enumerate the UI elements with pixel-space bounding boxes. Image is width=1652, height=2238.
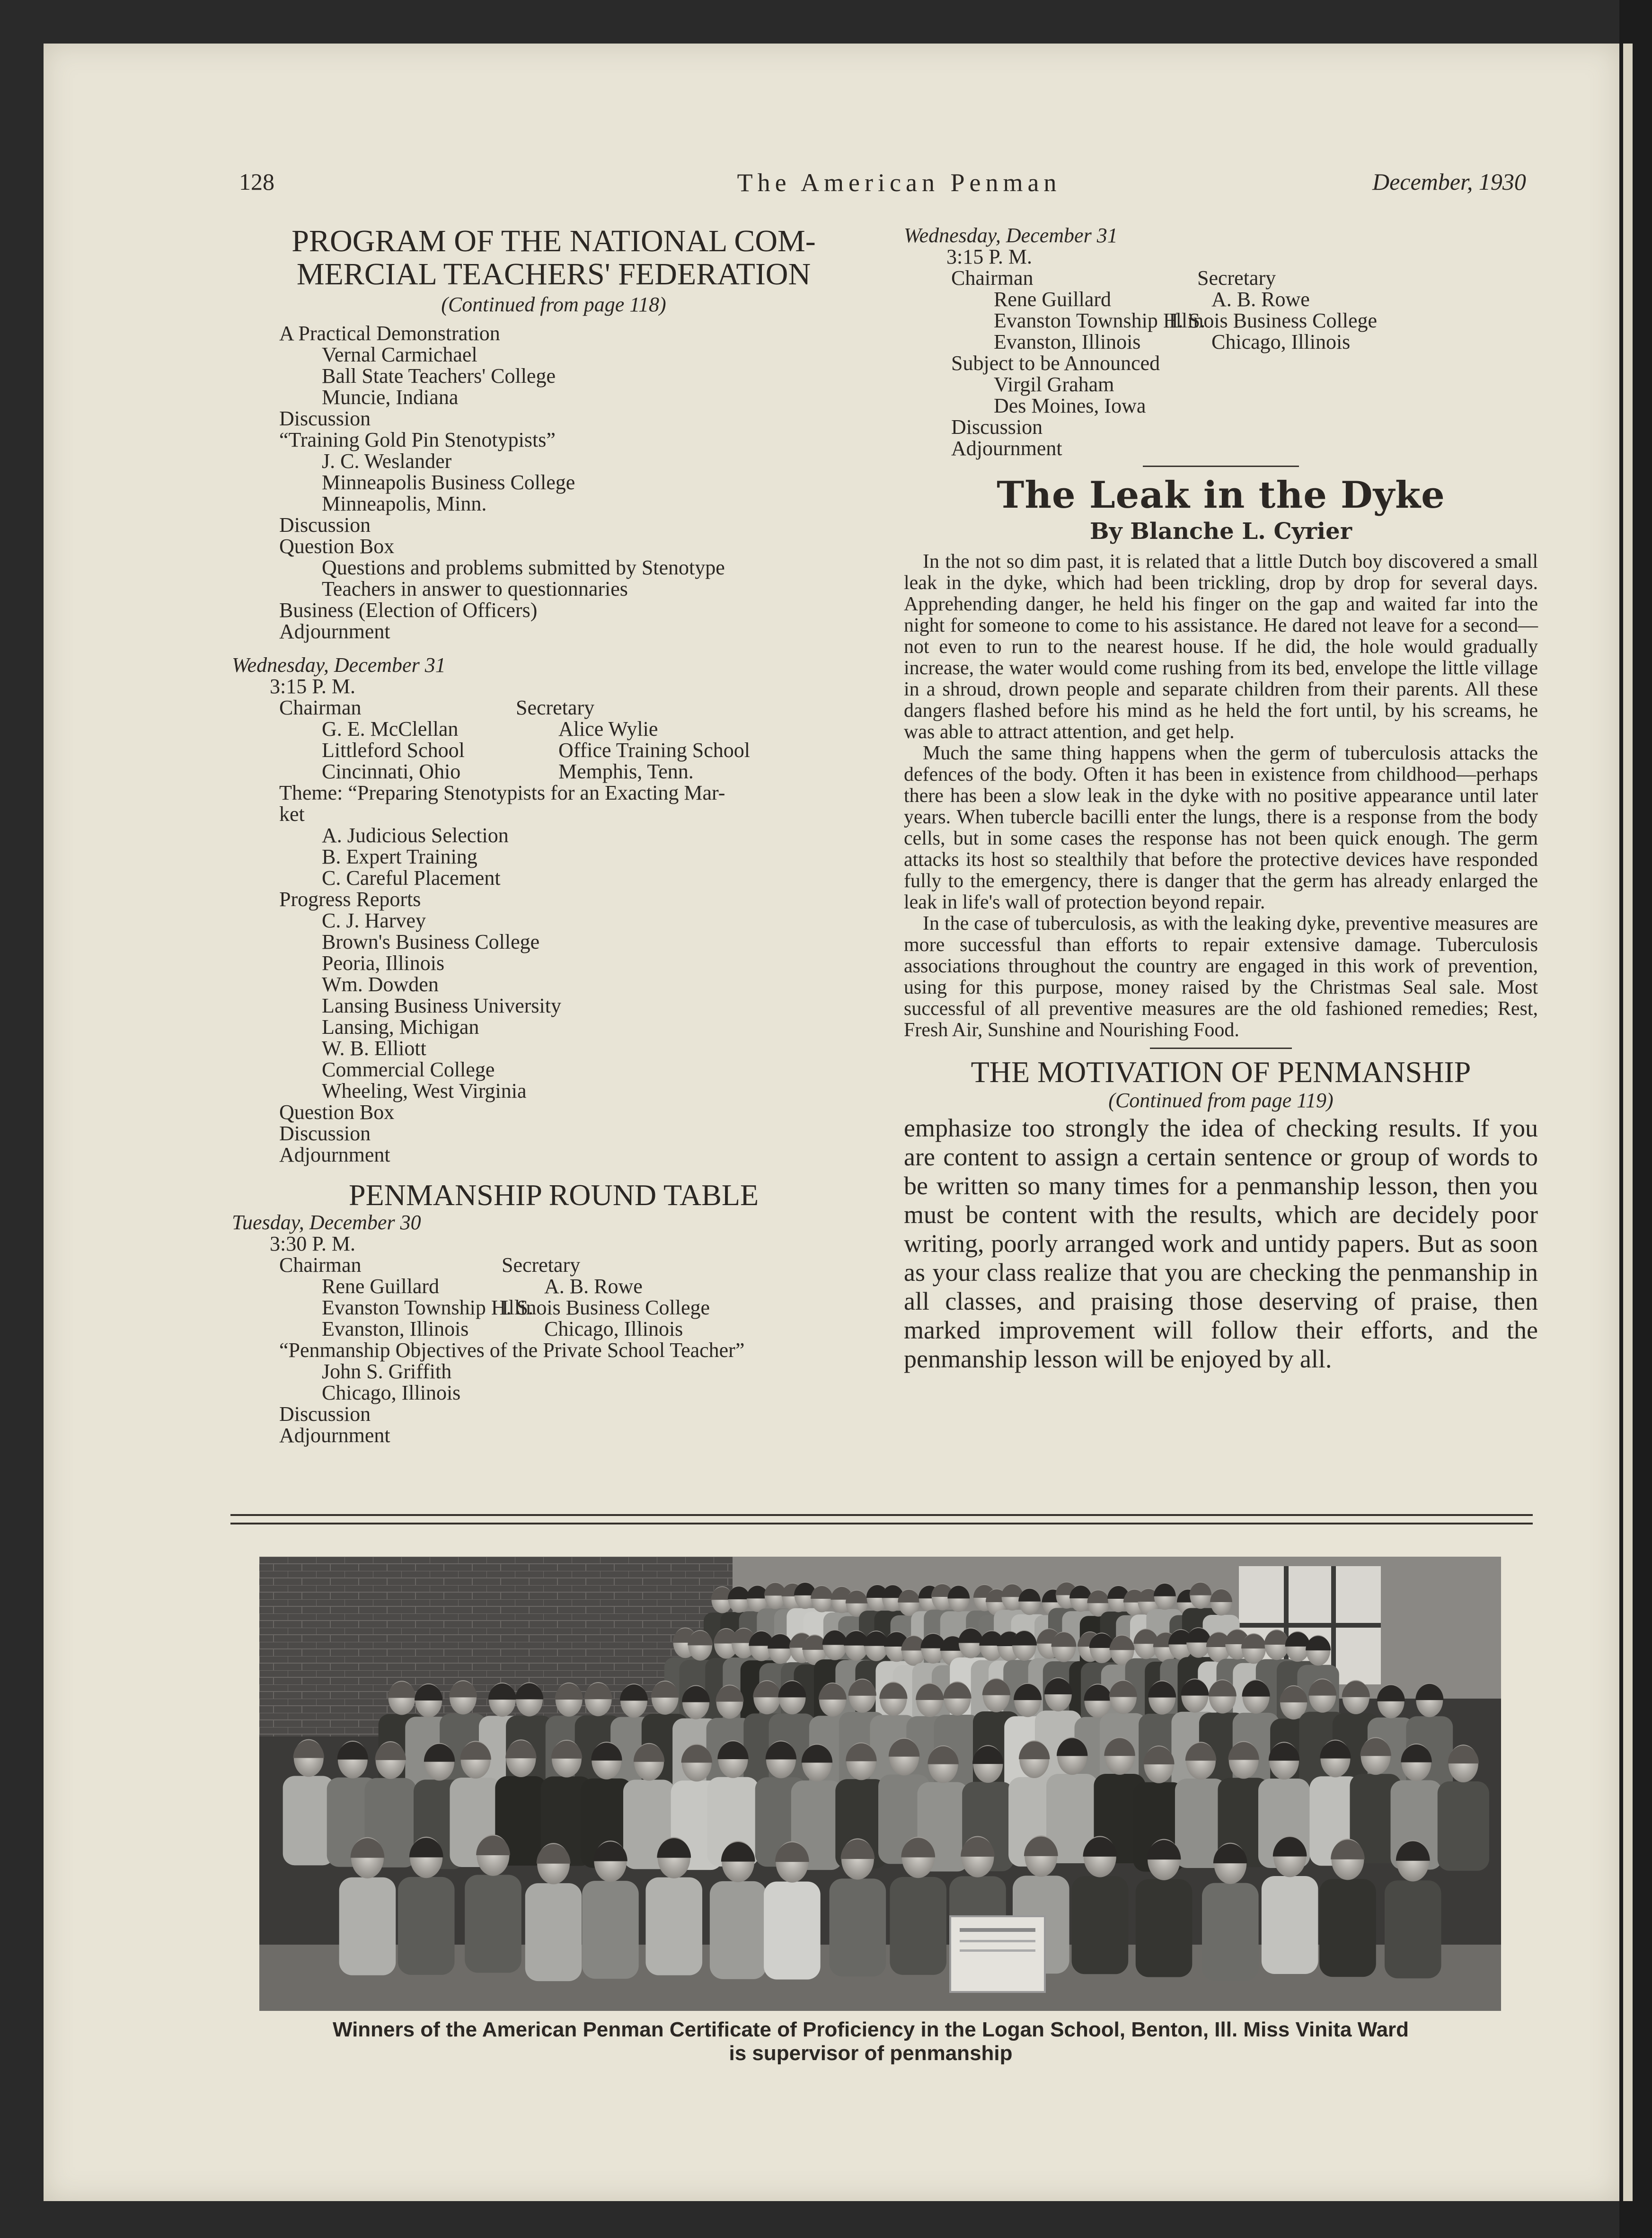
- rs-chairman-city: Evanston, Illinois: [994, 330, 1141, 353]
- rt-secretary: [502, 1254, 710, 1339]
- rt-secretary-label: Secretary: [502, 1253, 581, 1277]
- motivation-title: THE MOTIVATION OF PENMANSHIP: [971, 1055, 1471, 1089]
- program-line: Peoria, Illinois: [322, 952, 445, 975]
- rs-secretary: [1169, 267, 1377, 352]
- person-figure: [582, 1881, 639, 1979]
- program-line: Question Box: [279, 1101, 395, 1124]
- person-figure: [1319, 1879, 1376, 1977]
- motivation-text: emphasize too strongly the idea of checking results. If you are content to assign a certain sentence or group of words to be written so many times for a penmanship lesson, then you must be content with the results, which are decidely poor writing, poorly arranged work and untidy papers. But as soon as your class realize that you are checking the penmanship in all classes, and praising those deserving of praise, then marked improvement will follow their efforts, and the penmanship lesson will be enjoyed by all.: [904, 1114, 1538, 1373]
- program-line: Ball State Teachers' College: [322, 364, 556, 388]
- session-lines: [232, 782, 875, 1165]
- right-session-day: Wednesday, December 31: [904, 224, 1118, 247]
- person-figure: [1202, 1883, 1259, 1981]
- round-table-day: Tuesday, December 30: [232, 1211, 421, 1234]
- person-figure: [283, 1776, 335, 1865]
- person-figure: [1262, 1876, 1318, 1974]
- rs-secretary-school: Illinois Business College: [1169, 309, 1377, 332]
- left-column: [232, 225, 875, 1446]
- person-figure: [1438, 1781, 1489, 1871]
- program-line: “Training Gold Pin Stenotypists”: [279, 428, 556, 451]
- program-line: Virgil Graham: [994, 373, 1114, 396]
- session-day: Wednesday, December 31: [232, 653, 446, 677]
- secretary-label: Secretary: [516, 696, 595, 719]
- right-session-time: 3:15 P. M.: [946, 245, 1032, 268]
- session-chairman: [232, 697, 516, 782]
- rt-secretary-city: Chicago, Illinois: [544, 1317, 683, 1340]
- program-line: Wheeling, West Virginia: [322, 1079, 527, 1102]
- rs-chairman-school: Evanston Township H. S.: [994, 309, 1206, 332]
- rs-secretary-name: A. B. Rowe: [1211, 288, 1310, 311]
- program-line: Des Moines, Iowa: [994, 394, 1146, 417]
- caption-line: Winners of the American Penman Certificate of Proficiency in the Logan School, Benton, Ill. Miss Vinita Ward: [332, 2018, 1409, 2041]
- program-line: A Practical Demonstration: [279, 322, 500, 345]
- rt-secretary-school: Illinois Business College: [502, 1296, 710, 1319]
- program-line: Vernal Carmichael: [322, 343, 477, 366]
- program-line: Questions and problems submitted by Stenotype: [322, 556, 725, 579]
- person-figure: [525, 1883, 582, 1981]
- program-line: Commercial College: [322, 1058, 495, 1081]
- program-line: Question Box: [279, 535, 395, 558]
- rt-chairman-school: Evanston Township H. S.: [322, 1296, 534, 1319]
- person-figure: [830, 1878, 886, 1976]
- program-line: John S. Griffith: [322, 1360, 452, 1383]
- right-session-officers: [904, 267, 1538, 352]
- round-table-title: PENMANSHIP ROUND TABLE: [348, 1178, 759, 1212]
- person-figure: [1136, 1879, 1193, 1977]
- page-number: 128: [239, 168, 274, 195]
- person-figure: [398, 1877, 455, 1975]
- program-line: Minneapolis Business College: [322, 471, 575, 494]
- program-line: W. B. Elliott: [322, 1037, 426, 1060]
- program-line: B. Expert Training: [322, 845, 477, 868]
- divider-rule: [1150, 1048, 1292, 1049]
- rs-chairman-name: Rene Guillard: [994, 288, 1112, 311]
- program-title: PROGRAM OF THE NATIONAL COM- MERCIAL TEACHERS' FEDERATION: [292, 224, 816, 291]
- program-line: Discussion: [279, 407, 371, 430]
- rs-secretary-label: Secretary: [1197, 266, 1276, 290]
- class-photo: [259, 1557, 1501, 2011]
- person-figure: [465, 1875, 521, 1973]
- program-lines: [232, 323, 875, 642]
- rt-chairman-name: Rene Guillard: [322, 1275, 440, 1298]
- chairman-name: G. E. McClellan: [322, 717, 459, 740]
- program-line: J. C. Weslander: [322, 449, 452, 473]
- session-secretary: [516, 697, 750, 782]
- program-line: Adjournment: [279, 620, 390, 643]
- rs-secretary-city: Chicago, Illinois: [1211, 330, 1351, 353]
- program-line: Adjournment: [951, 437, 1062, 460]
- chairman-school: Littleford School: [322, 739, 465, 762]
- program-line: Adjournment: [279, 1143, 390, 1166]
- secretary-name: Alice Wylie: [558, 717, 658, 740]
- caption-line: is supervisor of penmanship: [729, 2042, 1013, 2065]
- program-line: A. Judicious Selection: [322, 824, 509, 847]
- rt-secretary-name: A. B. Rowe: [544, 1275, 643, 1298]
- secretary-school: Office Training School: [558, 739, 750, 762]
- program-line: ket: [279, 802, 305, 826]
- program-continued: (Continued from page 118): [441, 293, 666, 316]
- person-figure: [764, 1882, 821, 1980]
- person-figure: [645, 1877, 702, 1975]
- program-line: Business (Election of Officers): [279, 599, 538, 622]
- right-session-lines: [904, 352, 1538, 459]
- rs-chairman: [904, 266, 1206, 353]
- rt-chairman: [232, 1253, 534, 1340]
- program-line: Chicago, Illinois: [322, 1381, 461, 1404]
- program-line: Discussion: [279, 513, 371, 537]
- program-line: Muncie, Indiana: [322, 386, 459, 409]
- person-figure: [1385, 1880, 1441, 1978]
- leak-paragraph: In the not so dim past, it is related that a little Dutch boy discovered a small leak in the dyke, which had been trickling, drop by drop for several days. Apprehending danger, he held his finger on the gap and waited far into the night for someone to come to his assistance. He dared not leave for a second—not even to run to the nearest house. If he did, the hole would gradually increase, the water would come rushing from its bed, envelope the little village in a shroud, drown people and separate children from their parents. All these dangers flashed before his mind as he held the fort until, by his screams, he was able to attract attention, and get help.: [904, 551, 1538, 743]
- chairman-city: Cincinnati, Ohio: [322, 760, 461, 783]
- program-line: Discussion: [279, 1122, 371, 1145]
- program-line: Discussion: [279, 1402, 371, 1426]
- leak-byline: By Blanche L. Cyrier: [1090, 518, 1352, 545]
- rt-chairman-city: Evanston, Illinois: [322, 1317, 469, 1340]
- class-photo-image: [259, 1557, 1501, 2011]
- rs-chairman-label: Chairman: [951, 266, 1034, 290]
- program-line: Brown's Business College: [322, 930, 540, 953]
- program-line: Wm. Dowden: [322, 973, 439, 996]
- journal-title: The American Penman: [737, 168, 1061, 197]
- program-line: Lansing, Michigan: [322, 1015, 479, 1039]
- divider-rule: [1143, 466, 1299, 467]
- round-table-officers: [232, 1254, 875, 1339]
- rt-chairman-label: Chairman: [279, 1253, 362, 1277]
- leak-paragraph: In the case of tuberculosis, as with the leaking dyke, preventive measures are more successful than efforts to repair extensive damage. Tuberculosis associations throughout the country are engaged in this work of prevention, using for this purpose, money raised by the Christmas Seal sale. Most successful of all preventive measures are the old fashioned remedies; Rest, Fresh Air, Sunshine and Nourishing Food.: [904, 913, 1538, 1041]
- program-line: C. J. Harvey: [322, 909, 426, 932]
- person-figure: [1072, 1876, 1129, 1974]
- program-line: Progress Reports: [279, 888, 421, 911]
- leak-title: The Leak in the Dyke: [997, 474, 1445, 517]
- photo-caption: [251, 2018, 1491, 2065]
- session-time: 3:15 P. M.: [270, 675, 355, 698]
- program-line: Theme: “Preparing Stenotypists for an Exacting Mar-: [279, 781, 725, 804]
- secretary-city: Memphis, Tenn.: [558, 760, 694, 783]
- program-line: Adjournment: [279, 1424, 390, 1447]
- program-line: Lansing Business University: [322, 994, 561, 1017]
- session-officers: [232, 697, 875, 782]
- program-line: Minneapolis, Minn.: [322, 492, 487, 515]
- program-line: “Penmanship Objectives of the Private School Teacher”: [279, 1339, 745, 1362]
- next-page-edge: [1623, 44, 1633, 2201]
- person-figure: [710, 1881, 767, 1979]
- person-figure: [890, 1877, 946, 1975]
- round-table-lines: [232, 1339, 875, 1446]
- issue-date: December, 1930: [1372, 168, 1526, 195]
- program-line: Subject to be Announced: [951, 352, 1160, 375]
- leak-paragraph: Much the same thing happens when the germ of tuberculosis attacks the defences of the body. Often it has been in existence from childhood—perhaps there has been a slow leak in the dyke with no positive appearance until later years. When tubercle bacilli enter the lungs, there is a response from the body cells, but in some cases the response has not been quick enough. The germ attacks its host so stealthily that before the protective devices have responded fully to the emergency, there is danger that the germ has already enlarged the leak in life's wall of protection beyond repair.: [904, 742, 1538, 913]
- double-rule: [230, 1514, 1533, 1524]
- program-line: C. Careful Placement: [322, 866, 501, 890]
- program-line: Discussion: [951, 415, 1043, 439]
- program-line: Teachers in answer to questionnaries: [322, 577, 628, 600]
- motivation-continued: (Continued from page 119): [1108, 1089, 1334, 1112]
- person-figure: [339, 1877, 396, 1975]
- chairman-label: Chairman: [279, 696, 362, 719]
- round-table-time: 3:30 P. M.: [270, 1232, 355, 1255]
- right-column: [904, 225, 1538, 1374]
